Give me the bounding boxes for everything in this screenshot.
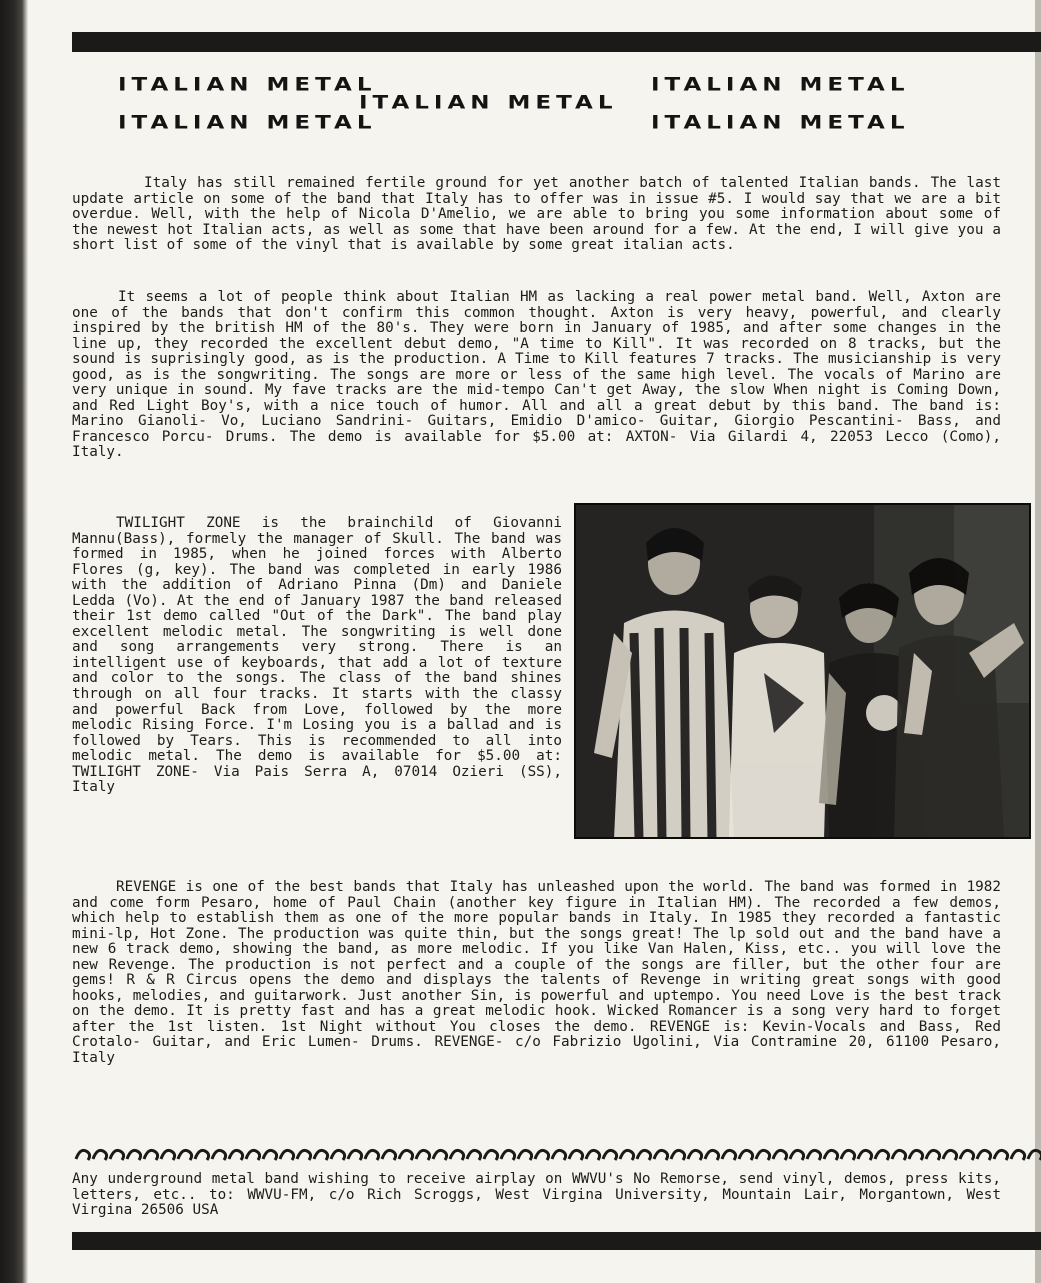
bottom-black-bar bbox=[72, 1232, 1041, 1250]
decorative-rope-divider bbox=[72, 1146, 1041, 1164]
headline-italian-metal-4: ITALIAN METAL bbox=[118, 112, 377, 134]
axton-review-paragraph: It seems a lot of people think about Italian HM as lacking a real power metal band. Well, Axton are one of the bands that don't confirm this common thought. Axton is very heavy, powerful, and clearly inspired by the british HM of the 80's. They were born in January of 1985, and after some changes in the line up, they recorded the excellent debut demo, "A time to Kill". It was recorded on 8 tracks, but the sound is suprisingly good, as is the production. A Time to Kill features 7 tracks. The musicianship is very good, as is the songwriting. The songs are more or less of the same high level. The vocals of Marino are very unique in sound. My fave tracks are the mid-tempo Can't get Away, the slow When night is Coming Down, and Red Light Boy's, with a nice touch of humor. All and all a great debut by this band. The band is: Marino Gianoli- Vo, Luciano Sandrini- Guitars, Emidio D'amico- Guitar, Giorgio Pescantini- Bass, and Francesco Porcu- Drums. The demo is available for $5.00 at: AXTON- Via Gilardi 4, 22053 Lecco (Como), Italy. bbox=[72, 289, 1001, 461]
headline-italian-metal-5: ITALIAN METAL bbox=[651, 112, 910, 134]
headline-italian-metal-1: ITALIAN METAL bbox=[118, 74, 377, 96]
airplay-notice-paragraph: Any underground metal band wishing to receive airplay on WWVU's No Remorse, send vinyl, demos, press kits, letters, etc.. to: WWVU-FM, c/o Rich Scroggs, West Virgina University, Mountain Lair, Morgantown, West Virgina 26506 USA bbox=[72, 1171, 1001, 1219]
band-photo-illustration bbox=[574, 503, 1031, 839]
intro-paragraph: Italy has still remained fertile ground for yet another batch of talented Italian bands. The last update article on some of the band that Italy has to offer was in issue #5. I would say that we are a bit overdue. Well, with the help of Nicola D'Amelio, we are able to bring you some information about some of the newest hot Italian acts, as well as some that have been around for a few. At the end, I will give you a short list of some of the vinyl that is available by some great italian acts. bbox=[72, 175, 1001, 254]
band-photo bbox=[574, 503, 1031, 839]
headline-italian-metal-2: ITALIAN METAL bbox=[651, 74, 910, 96]
twilight-zone-review-paragraph: TWILIGHT ZONE is the brainchild of Giovanni Mannu(Bass), formely the manager of Skull. The band was formed in 1985, when he joined forces with Alberto Flores (g, key). The band was completed in early 1986 with the addition of Adriano Pinna (Dm) and Daniele Ledda (Vo). At the end of January 1987 the band released their 1st demo called "Out of the Dark". The band play excellent melodic metal. The songwriting is well done and song arrangements very strong. There is an intelligent use of keyboards, that add a lot of texture and color to the songs. The class of the band shines through on all four tracks. It starts with the classy and powerful Back from Love, followed by the more melodic Rising Force. I'm Losing you is a ballad and is followed by Tears. This is recommended to all into melodic metal. The demo is available for $5.00 at: TWILIGHT ZONE- Via Pais Serra A, 07014 Ozieri (SS), Italy bbox=[72, 515, 562, 796]
page-binding-edge bbox=[0, 0, 28, 1283]
top-black-bar bbox=[72, 32, 1041, 52]
headline-italian-metal-3: ITALIAN METAL bbox=[359, 92, 618, 114]
revenge-review-paragraph: REVENGE is one of the best bands that Italy has unleashed upon the world. The band was formed in 1982 and come form Pesaro, home of Paul Chain (another key figure in Italian HM). The recorded a few demos, which help to establish them as one of the more popular bands in Italy. In 1985 they recorded a fantastic mini-lp, Hot Zone. The production was quite thin, but the songs great! The lp sold out and the band have a new 6 track demo, showing the band, as more melodic. If you like Van Halen, Kiss, etc.. you will love the new Revenge. The production is not perfect and a couple of the songs are filler, but the other four are gems! R & R Circus opens the demo and displays the talents of Revenge in writing great songs with good hooks, melodies, and guitarwork. Just another Sin, is powerful and uptempo. You need Love is the best track on the demo. It is pretty fast and has a great melodic hook. Wicked Romancer is a song very hard to forget after the 1st listen. 1st Night without You closes the demo. REVENGE is: Kevin-Vocals and Bass, Red Crotalo- Guitar, and Eric Lumen- Drums. REVENGE- c/o Fabrizio Ugolini, Via Contramine 20, 61100 Pesaro, Italy bbox=[72, 879, 1001, 1067]
page-right-edge bbox=[1035, 0, 1041, 1283]
